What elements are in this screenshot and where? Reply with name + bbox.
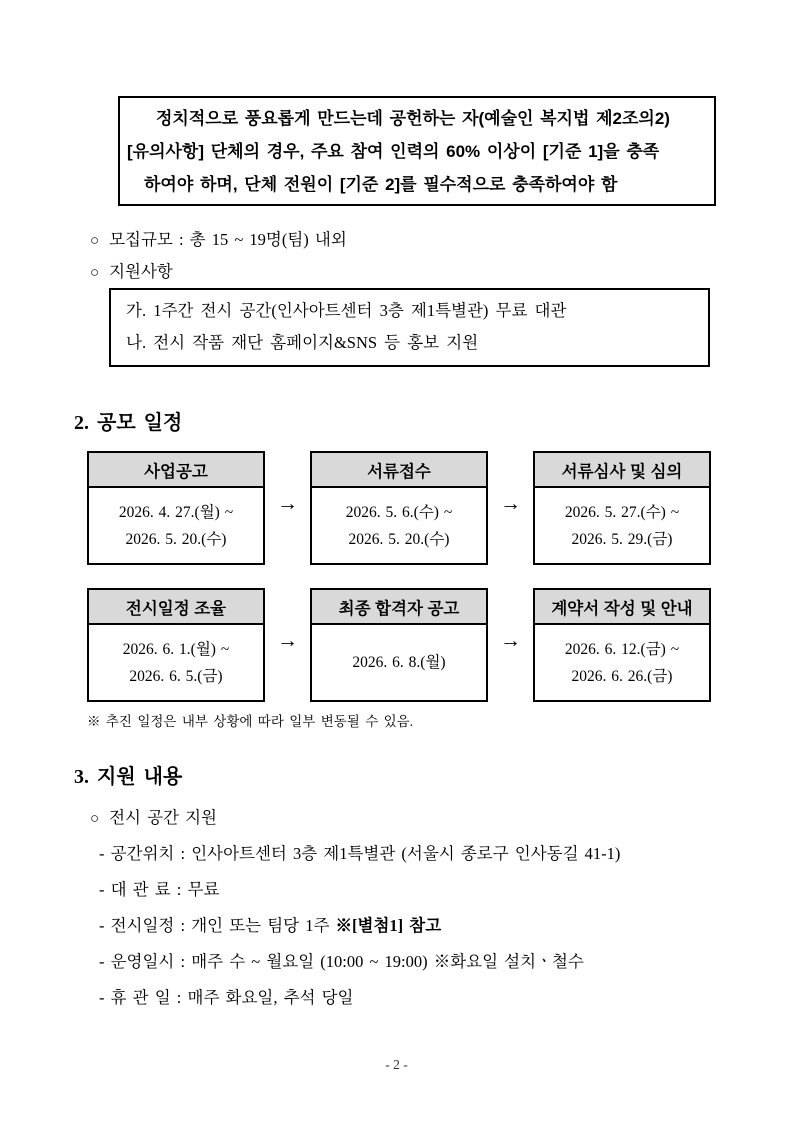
flow-step-coordination xyxy=(87,588,265,702)
flow-date-line: 2026. 6. 1.(월) ~ xyxy=(122,640,230,658)
arrow-right-icon: → xyxy=(500,629,521,652)
detail-item-schedule xyxy=(99,908,620,944)
flow-date-line: 2026. 5. 20.(수) xyxy=(348,530,450,548)
arrow-right-icon: → xyxy=(500,492,521,515)
flow-step-dates xyxy=(312,488,486,563)
flow-date-line: 2026. 6. 8.(월) xyxy=(352,654,446,671)
flow-step-contract xyxy=(533,588,711,702)
flow-date-line: 2026. 5. 6.(수) ~ xyxy=(345,503,453,521)
flow-date-line: 2026. 6. 26.(금) xyxy=(571,667,673,685)
flow-step-final-announcement xyxy=(310,588,488,702)
bullet-support-items xyxy=(90,258,173,282)
arrow-right-icon: → xyxy=(277,492,298,515)
detail-text: - 운영일시 : 매주 수 ~ 월요일 (10:00 ~ 19:00) ※화요일 설치ㆍ철수 xyxy=(99,952,584,971)
section-title-support: 3. 지원 내용 xyxy=(74,766,183,788)
flow-date-line: 2026. 4. 27.(월) ~ xyxy=(118,503,234,521)
detail-text: - 공간위치 : 인사아트센터 3층 제1특별관 (서울시 종로구 인사동길 41-1) xyxy=(99,844,621,863)
schedule-flow-row-2 xyxy=(87,588,711,702)
notice-box xyxy=(118,96,716,206)
section-title-schedule: 2. 공모 일정 xyxy=(74,412,183,434)
flow-step-dates xyxy=(535,488,709,563)
notice-line-3: 하여야 하며, 단체 전원이 [기준 2]를 필수적으로 충족하여야 함 xyxy=(144,175,618,194)
flow-step-dates xyxy=(535,625,709,700)
detail-text: - 대 관 료 : 무료 xyxy=(99,880,220,899)
circle-bullet-icon: ○ xyxy=(90,233,100,249)
detail-bold-text: ※[별첨1] 참고 xyxy=(335,916,442,935)
arrow-right-icon: → xyxy=(277,629,298,652)
flow-step-announcement xyxy=(87,451,265,565)
flow-step-header: 전시일정 조율 xyxy=(89,590,263,625)
flow-step-application xyxy=(310,451,488,565)
flow-step-dates xyxy=(312,625,486,700)
support-detail-list xyxy=(99,836,620,1016)
flow-date-line: 2026. 6. 12.(금) ~ xyxy=(564,640,680,658)
detail-item-fee xyxy=(99,872,620,908)
detail-text: - 휴 관 일 : 매주 화요일, 추석 당일 xyxy=(99,988,354,1007)
exhibition-space-support-label: 전시 공간 지원 xyxy=(109,808,217,827)
circle-bullet-icon: ○ xyxy=(90,811,100,827)
schedule-note: ※ 추진 일정은 내부 상황에 따라 일부 변동될 수 있음. xyxy=(87,714,414,729)
detail-text: - 전시일정 : 개인 또는 팀당 1주 xyxy=(99,916,336,935)
flow-date-line: 2026. 5. 29.(금) xyxy=(571,530,673,548)
flow-date-line: 2026. 6. 5.(금) xyxy=(129,667,223,685)
flow-step-review xyxy=(533,451,711,565)
schedule-flow-row-1 xyxy=(87,451,711,565)
benefit-item-b: 나. 전시 작품 재단 홈페이지&SNS 등 홍보 지원 xyxy=(126,333,479,352)
bullet-exhibition-space-support xyxy=(90,804,217,828)
detail-item-hours xyxy=(99,944,620,980)
notice-line-1: 정치적으로 풍요롭게 만드는데 공헌하는 자(예술인 복지법 제2조의2) xyxy=(156,109,670,128)
flow-date-line: 2026. 5. 27.(수) ~ xyxy=(564,503,680,521)
flow-step-dates xyxy=(89,488,263,563)
circle-bullet-icon: ○ xyxy=(90,265,100,281)
detail-item-closed-days xyxy=(99,980,620,1016)
flow-step-dates xyxy=(89,625,263,700)
support-items-label: 지원사항 xyxy=(109,262,173,281)
page-number: - 2 - xyxy=(385,1057,408,1072)
benefit-item-a: 가. 1주간 전시 공간(인사아트센터 3층 제1특별관) 무료 대관 xyxy=(126,301,567,320)
support-benefits-box xyxy=(109,288,710,367)
flow-step-header: 서류접수 xyxy=(312,453,486,488)
flow-step-header: 서류심사 및 심의 xyxy=(535,453,709,488)
detail-item-location xyxy=(99,836,620,872)
recruit-scale-text: 모집규모 : 총 15 ~ 19명(팀) 내외 xyxy=(109,230,347,249)
flow-step-header: 계약서 작성 및 안내 xyxy=(535,590,709,625)
flow-step-header: 사업공고 xyxy=(89,453,263,488)
flow-date-line: 2026. 5. 20.(수) xyxy=(125,530,227,548)
bullet-recruit-scale xyxy=(90,226,347,250)
notice-line-2: [유의사항] 단체의 경우, 주요 참여 인력의 60% 이상이 [기준 1]을 충족 xyxy=(127,142,660,161)
flow-step-header: 최종 합격자 공고 xyxy=(312,590,486,625)
